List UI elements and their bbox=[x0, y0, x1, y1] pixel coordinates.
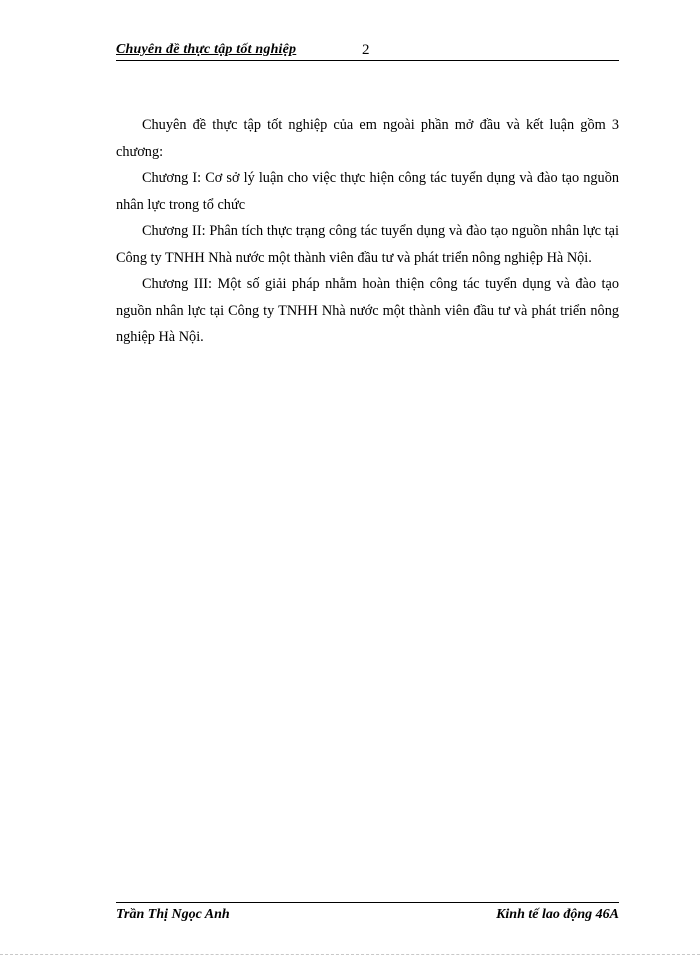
footer-class: Kinh tế lao động 46A bbox=[496, 907, 619, 922]
page-number: 2 bbox=[362, 42, 370, 58]
footer-author: Trần Thị Ngọc Anh bbox=[116, 907, 230, 922]
page-footer bbox=[116, 902, 619, 925]
paragraph-chapter-3: Chương III: Một số giải pháp nhằm hoàn thiện công tác tuyển dụng và đào tạo nguồn nhân lực tại Công ty TNHH Nhà nước một thành viên đầu tư và phát triển nông nghiệp Hà Nội. bbox=[116, 276, 619, 345]
page-header bbox=[116, 40, 619, 61]
document-body bbox=[116, 112, 619, 351]
page-boundary-divider bbox=[0, 954, 700, 955]
header-title: Chuyên đề thực tập tốt nghiệp bbox=[116, 42, 297, 57]
paragraph-chapter-1: Chương I: Cơ sở lý luận cho việc thực hiện công tác tuyển dụng và đào tạo nguồn nhân lực trong tổ chức bbox=[116, 170, 619, 213]
paragraph-intro: Chuyên đề thực tập tốt nghiệp của em ngoài phần mở đầu và kết luận gồm 3 chương: bbox=[116, 117, 619, 160]
paragraph-chapter-2: Chương II: Phân tích thực trạng công tác tuyển dụng và đào tạo nguồn nhân lực tại Công ty TNHH Nhà nước một thành viên đầu tư và phát triển nông nghiệp Hà Nội. bbox=[116, 223, 619, 266]
